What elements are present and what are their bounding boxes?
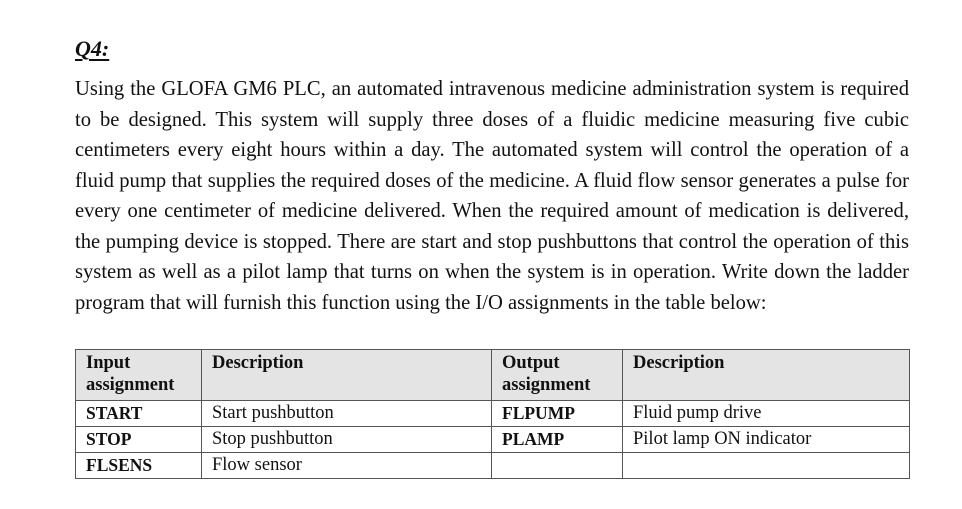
- header-output-description: Description: [623, 350, 910, 401]
- table-row: [76, 427, 910, 453]
- output-description-cell: Pilot lamp ON indicator: [623, 427, 910, 453]
- question-label: Q4:: [75, 36, 110, 61]
- header-output-assignment: Output assignment: [492, 350, 623, 401]
- io-assignment-table: [75, 349, 910, 479]
- header-input-description: Description: [202, 350, 492, 401]
- output-description-cell: Fluid pump drive: [623, 401, 910, 427]
- output-assignment-cell: [492, 453, 623, 479]
- input-assignment-cell: START: [76, 401, 202, 427]
- input-assignment-cell: STOP: [76, 427, 202, 453]
- output-assignment-cell: FLPUMP: [492, 401, 623, 427]
- input-description-cell: Start pushbutton: [202, 401, 492, 427]
- output-description-cell: [623, 453, 910, 479]
- table-row: [76, 401, 910, 427]
- input-assignment-cell: FLSENS: [76, 453, 202, 479]
- header-input-assignment: Input assignment: [76, 350, 202, 401]
- input-description-cell: Stop pushbutton: [202, 427, 492, 453]
- table-header-row: [76, 350, 910, 401]
- input-description-cell: Flow sensor: [202, 453, 492, 479]
- question-text: Using the GLOFA GM6 PLC, an automated intravenous medicine administration system is required to be designed. This system will supply three doses of a fluidic medicine measuring five cubic centimeters every eight hours within a day. The automated system will control the operation of a fluid pump that supplies the required doses of the medicine. A fluid flow sensor generates a pulse for every one centimeter of medicine delivered. When the required amount of medication is delivered, the pumping device is stopped. There are start and stop pushbuttons that control the operation of this system as well as a pilot lamp that turns on when the system is in operation. Write down the ladder program that will furnish this function using the I/O assignments in the table below:: [75, 78, 909, 314]
- table-row: [76, 453, 910, 479]
- output-assignment-cell: PLAMP: [492, 427, 623, 453]
